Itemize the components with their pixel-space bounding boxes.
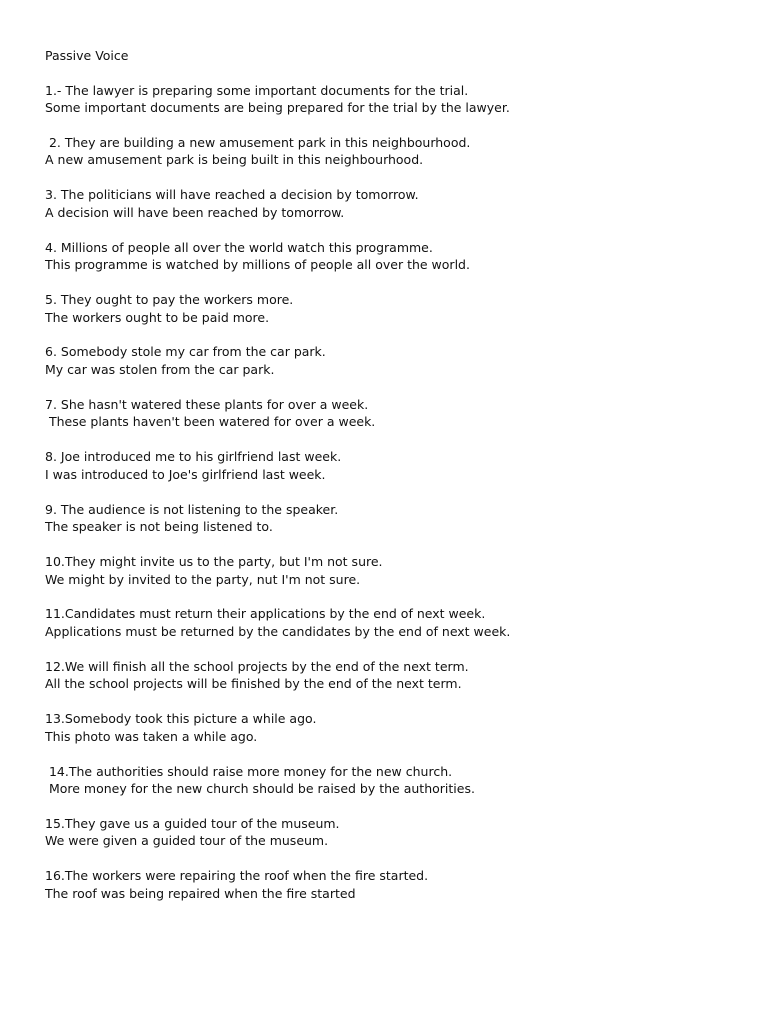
sentence-pair-3 [45,186,745,221]
sentence-pair-15 [45,815,745,850]
sentence-pair-14 [45,763,745,798]
passive-sentence: Some important documents are being prepared for the trial by the lawyer. [45,100,510,115]
sentence-pair-16 [45,867,745,902]
sentence-pair-12 [45,658,745,693]
active-sentence: 4. Millions of people all over the world watch this programme. [45,239,433,255]
active-sentence: 10.They might invite us to the party, but I'm not sure. [45,554,383,570]
passive-sentence: These plants haven't been watered for over a week. [45,414,376,430]
active-sentence: 16.The workers were repairing the roof when the fire started. [45,868,429,884]
passive-sentence: All the school projects will be finished by the end of the next term. [45,676,462,692]
sentence-pair-7 [45,396,745,431]
passive-sentence: Applications must be returned by the candidates by the end of next week. [45,623,511,639]
active-sentence: 3. The politicians will have reached a decision by tomorrow. [45,187,419,203]
active-sentence: 9. The audience is not listening to the speaker. [45,501,339,517]
active-sentence: 13.Somebody took this picture a while ago. [45,711,317,727]
active-sentence: 1.- The lawyer is preparing some important documents for the trial. [45,82,469,98]
active-sentence: 14.The authorities should raise more money for the new church. [45,763,453,779]
active-sentence: 7. She hasn't watered these plants for over a week. [45,396,369,412]
active-sentence: 12.We will finish all the school projects by the end of the next term. [45,658,469,674]
sentence-pair-9 [45,501,745,536]
sentence-pair-1 [45,82,745,117]
passive-sentence: A decision will have been reached by tomorrow. [45,204,345,220]
passive-sentence: A new amusement park is being built in this neighbourhood. [45,152,424,168]
passive-sentence: This photo was taken a while ago. [45,728,258,744]
sentence-pair-4 [45,239,745,274]
passive-sentence: I was introduced to Joe's girlfriend last week. [45,466,326,482]
sentence-pair-5 [45,291,745,326]
sentence-pair-11 [45,605,745,640]
active-sentence: 2. They are building a new amusement park in this neighbourhood. [45,134,471,150]
passive-sentence: We might by invited to the party, nut I'm not sure. [45,571,361,587]
active-sentence: 11.Candidates must return their applications by the end of next week. [45,606,486,622]
sentence-pair-2 [45,134,745,169]
passive-sentence: This programme is watched by millions of people all over the world. [45,257,470,273]
sentence-pair-6 [45,343,745,378]
sentence-pair-8 [45,448,745,483]
passive-sentence: More money for the new church should be raised by the authorities. [45,781,475,797]
active-sentence: 8. Joe introduced me to his girlfriend last week. [45,449,342,465]
passive-sentence: The workers ought to be paid more. [45,309,270,325]
passive-sentence: The roof was being repaired when the fire started [45,885,356,901]
passive-sentence: The speaker is not being listened to. [45,519,273,535]
sentence-pair-13 [45,710,745,745]
active-sentence: 15.They gave us a guided tour of the museum. [45,815,340,831]
sentence-pair-10 [45,553,745,588]
document-page [45,47,745,920]
active-sentence: 6. Somebody stole my car from the car park. [45,344,326,360]
passive-sentence: My car was stolen from the car park. [45,361,275,377]
document-title: Passive Voice [45,48,129,63]
passive-sentence: We were given a guided tour of the museum. [45,833,329,849]
active-sentence: 5. They ought to pay the workers more. [45,292,294,308]
